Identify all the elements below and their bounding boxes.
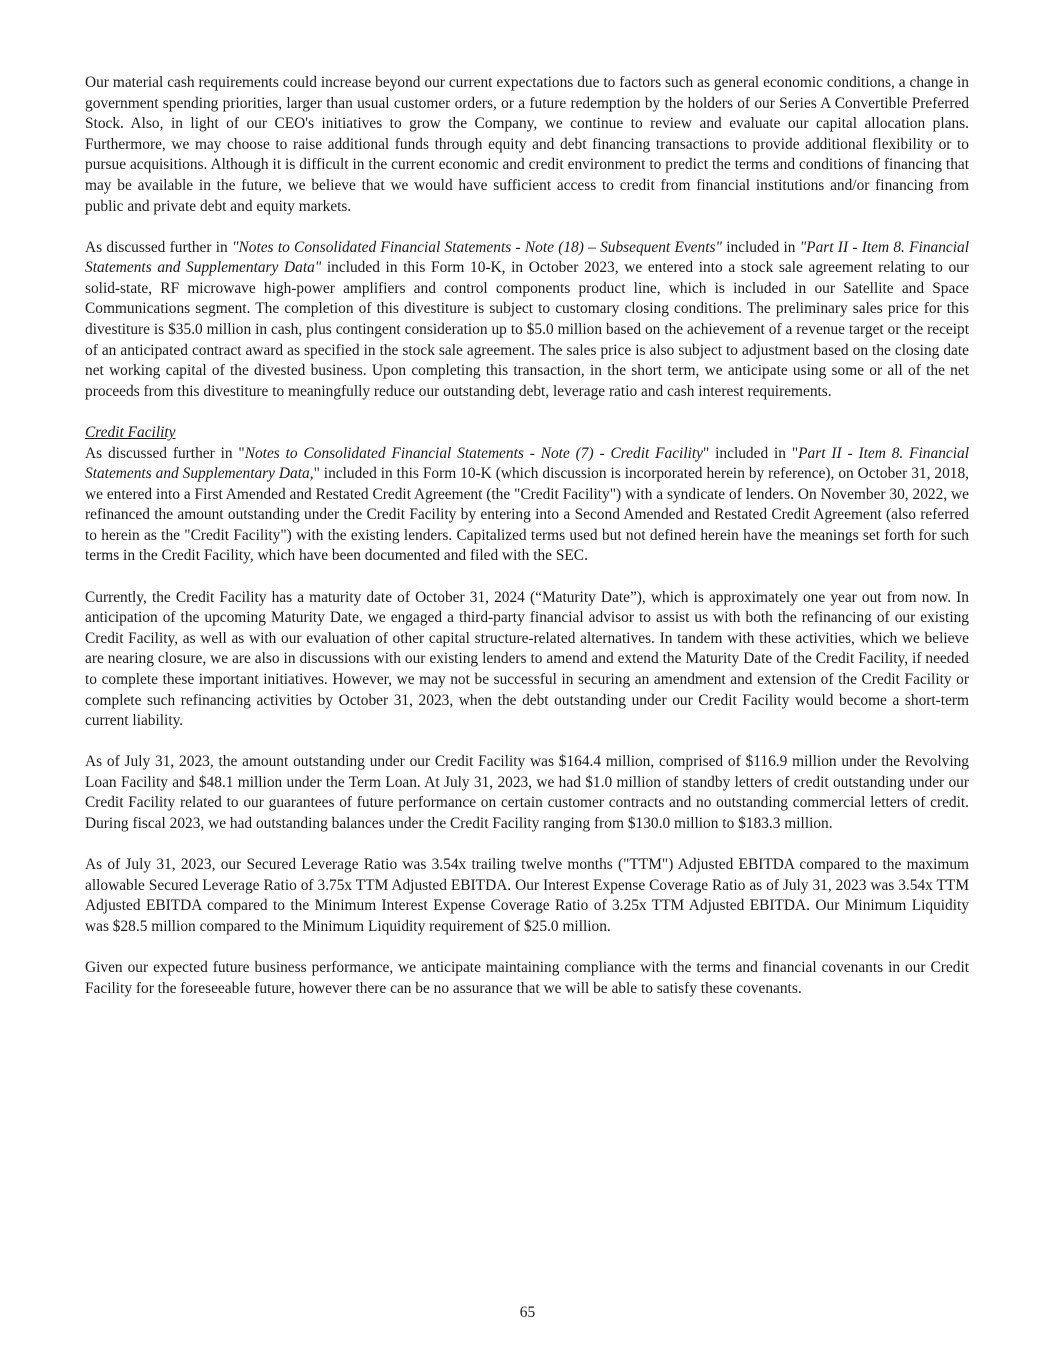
- paragraph-cash-requirements: Our material cash requirements could increase beyond our current expectations due to factors such as general economic conditions, a change in government spending priorities, larger than usual customer orders, or a future redemption by the holders of our Series A Convertible Preferred Stock. Also, in light of our CEO's initiatives to grow the Company, we continue to review and evaluate our capital allocation plans. Furthermore, we may choose to raise additional funds through equity and debt financing transactions to provide additional flexibility or to pursue acquisitions. Although it is difficult in the current economic and credit environment to predict the terms and conditions of financing that may be available in the future, we believe that we would have sufficient access to credit from financial institutions and/or financing from public and private debt and equity markets.: [85, 74, 969, 215]
- reference-note-18: "Notes to Consolidated Financial Statements - Note (18) – Subsequent Events": [232, 238, 722, 256]
- reference-part-ii-item-8-credit: Part II - Item 8. Financial Statements and Supplementary Data,: [85, 444, 969, 483]
- document-page: [85, 73, 969, 1020]
- section-heading-credit-facility: Credit Facility: [85, 423, 176, 441]
- paragraph-covenant-compliance: Given our expected future business performance, we anticipate maintaining compliance with the terms and financial covenants in our Credit Facility for the foreseeable future, however there can be no assurance that we will be able to satisfy these covenants.: [85, 958, 969, 997]
- paragraph-credit-facility-text-2: " included in ": [702, 444, 799, 462]
- page-number: 65: [519, 1304, 536, 1321]
- paragraph-credit-facility-text-3: " included in this Form 10-K (which discussion is incorporated herein by reference), on October 31, 2018, we entered into a First Amended and Restated Credit Agreement (the "Credit Facility") with a syndicate of lenders. On November 30, 2022, we refinanced the amount outstanding under the Credit Facility by entering into a Second Amended and Restated Credit Agreement (also referred to herein as the "Credit Facility") with the existing lenders. Capitalized terms used but not defined herein have the meanings set forth for such terms in the Credit Facility, which have been documented and filed with the SEC.: [85, 465, 970, 565]
- paragraph-divestiture-text-3: included in this Form 10-K, in October 2023, we entered into a stock sale agreement relating to our solid-state, RF microwave high-power amplifiers and control components product line, which is included in our Satellite and Space Communications segment. The completion of this divestiture is subject to customary closing conditions. The preliminary sales price for this divestiture is $35.0 million in cash, plus contingent consideration up to $5.0 million based on the achievement of a revenue target or the receipt of an anticipated contract award as specified in the stock sale agreement. The sales price is also subject to adjustment based on the closing date net working capital of the divested business. Upon completing this transaction, in the short term, we anticipate using some or all of the net proceeds from this divestiture to meaningfully reduce our outstanding debt, leverage ratio and cash interest requirements.: [85, 259, 970, 400]
- paragraph-credit-facility-text-1: As discussed further in ": [85, 444, 245, 462]
- paragraph-amount-outstanding: As of July 31, 2023, the amount outstanding under our Credit Facility was $164.4 million, comprised of $116.9 million under the Revolving Loan Facility and $48.1 million under the Term Loan. At July 31, 2023, we had $1.0 million of standby letters of credit outstanding under our Credit Facility related to our guarantees of future performance on certain customer contracts and no outstanding commercial letters of credit. During fiscal 2023, we had outstanding balances under the Credit Facility ranging from $130.0 million to $183.3 million.: [85, 753, 969, 832]
- paragraph-divestiture-text-2: included in: [721, 238, 800, 256]
- reference-part-ii-item-8: "Part II - Item 8. Financial Statements and Supplementary Data": [85, 238, 969, 277]
- paragraph-maturity-date: Currently, the Credit Facility has a maturity date of October 31, 2024 (“Maturity Date”), which is approximately one year out from now. In anticipation of the upcoming Maturity Date, we engaged a third-party financial advisor to assist us with both the refinancing of our existing Credit Facility, as well as with our evaluation of other capital structure-related alternatives. In tandem with these activities, which we believe are nearing closure, we are also in discussions with our existing lenders to amend and extend the Maturity Date of the Credit Facility, if needed to complete these important initiatives. However, we may not be successful in securing an amendment and extension of the Credit Facility or complete such refinancing activities by October 31, 2023, when the debt outstanding under our Credit Facility would become a short-term current liability.: [85, 588, 969, 730]
- paragraph-credit-facility: [85, 444, 969, 568]
- reference-note-7: Notes to Consolidated Financial Statements - Note (7) - Credit Facility: [244, 444, 703, 462]
- paragraph-divestiture: [85, 238, 969, 403]
- paragraph-divestiture-text-1: As discussed further in: [85, 238, 233, 256]
- paragraph-leverage-ratio: As of July 31, 2023, our Secured Leverage Ratio was 3.54x trailing twelve months ("TTM") Adjusted EBITDA compared to the maximum allowable Secured Leverage Ratio of 3.75x TTM Adjusted EBITDA. Our Interest Expense Coverage Ratio as of July 31, 2023 was 3.54x TTM Adjusted EBITDA compared to the Minimum Interest Expense Coverage Ratio of 3.25x TTM Adjusted EBITDA. Our Minimum Liquidity was $28.5 million compared to the Minimum Liquidity requirement of $25.0 million.: [85, 856, 969, 935]
